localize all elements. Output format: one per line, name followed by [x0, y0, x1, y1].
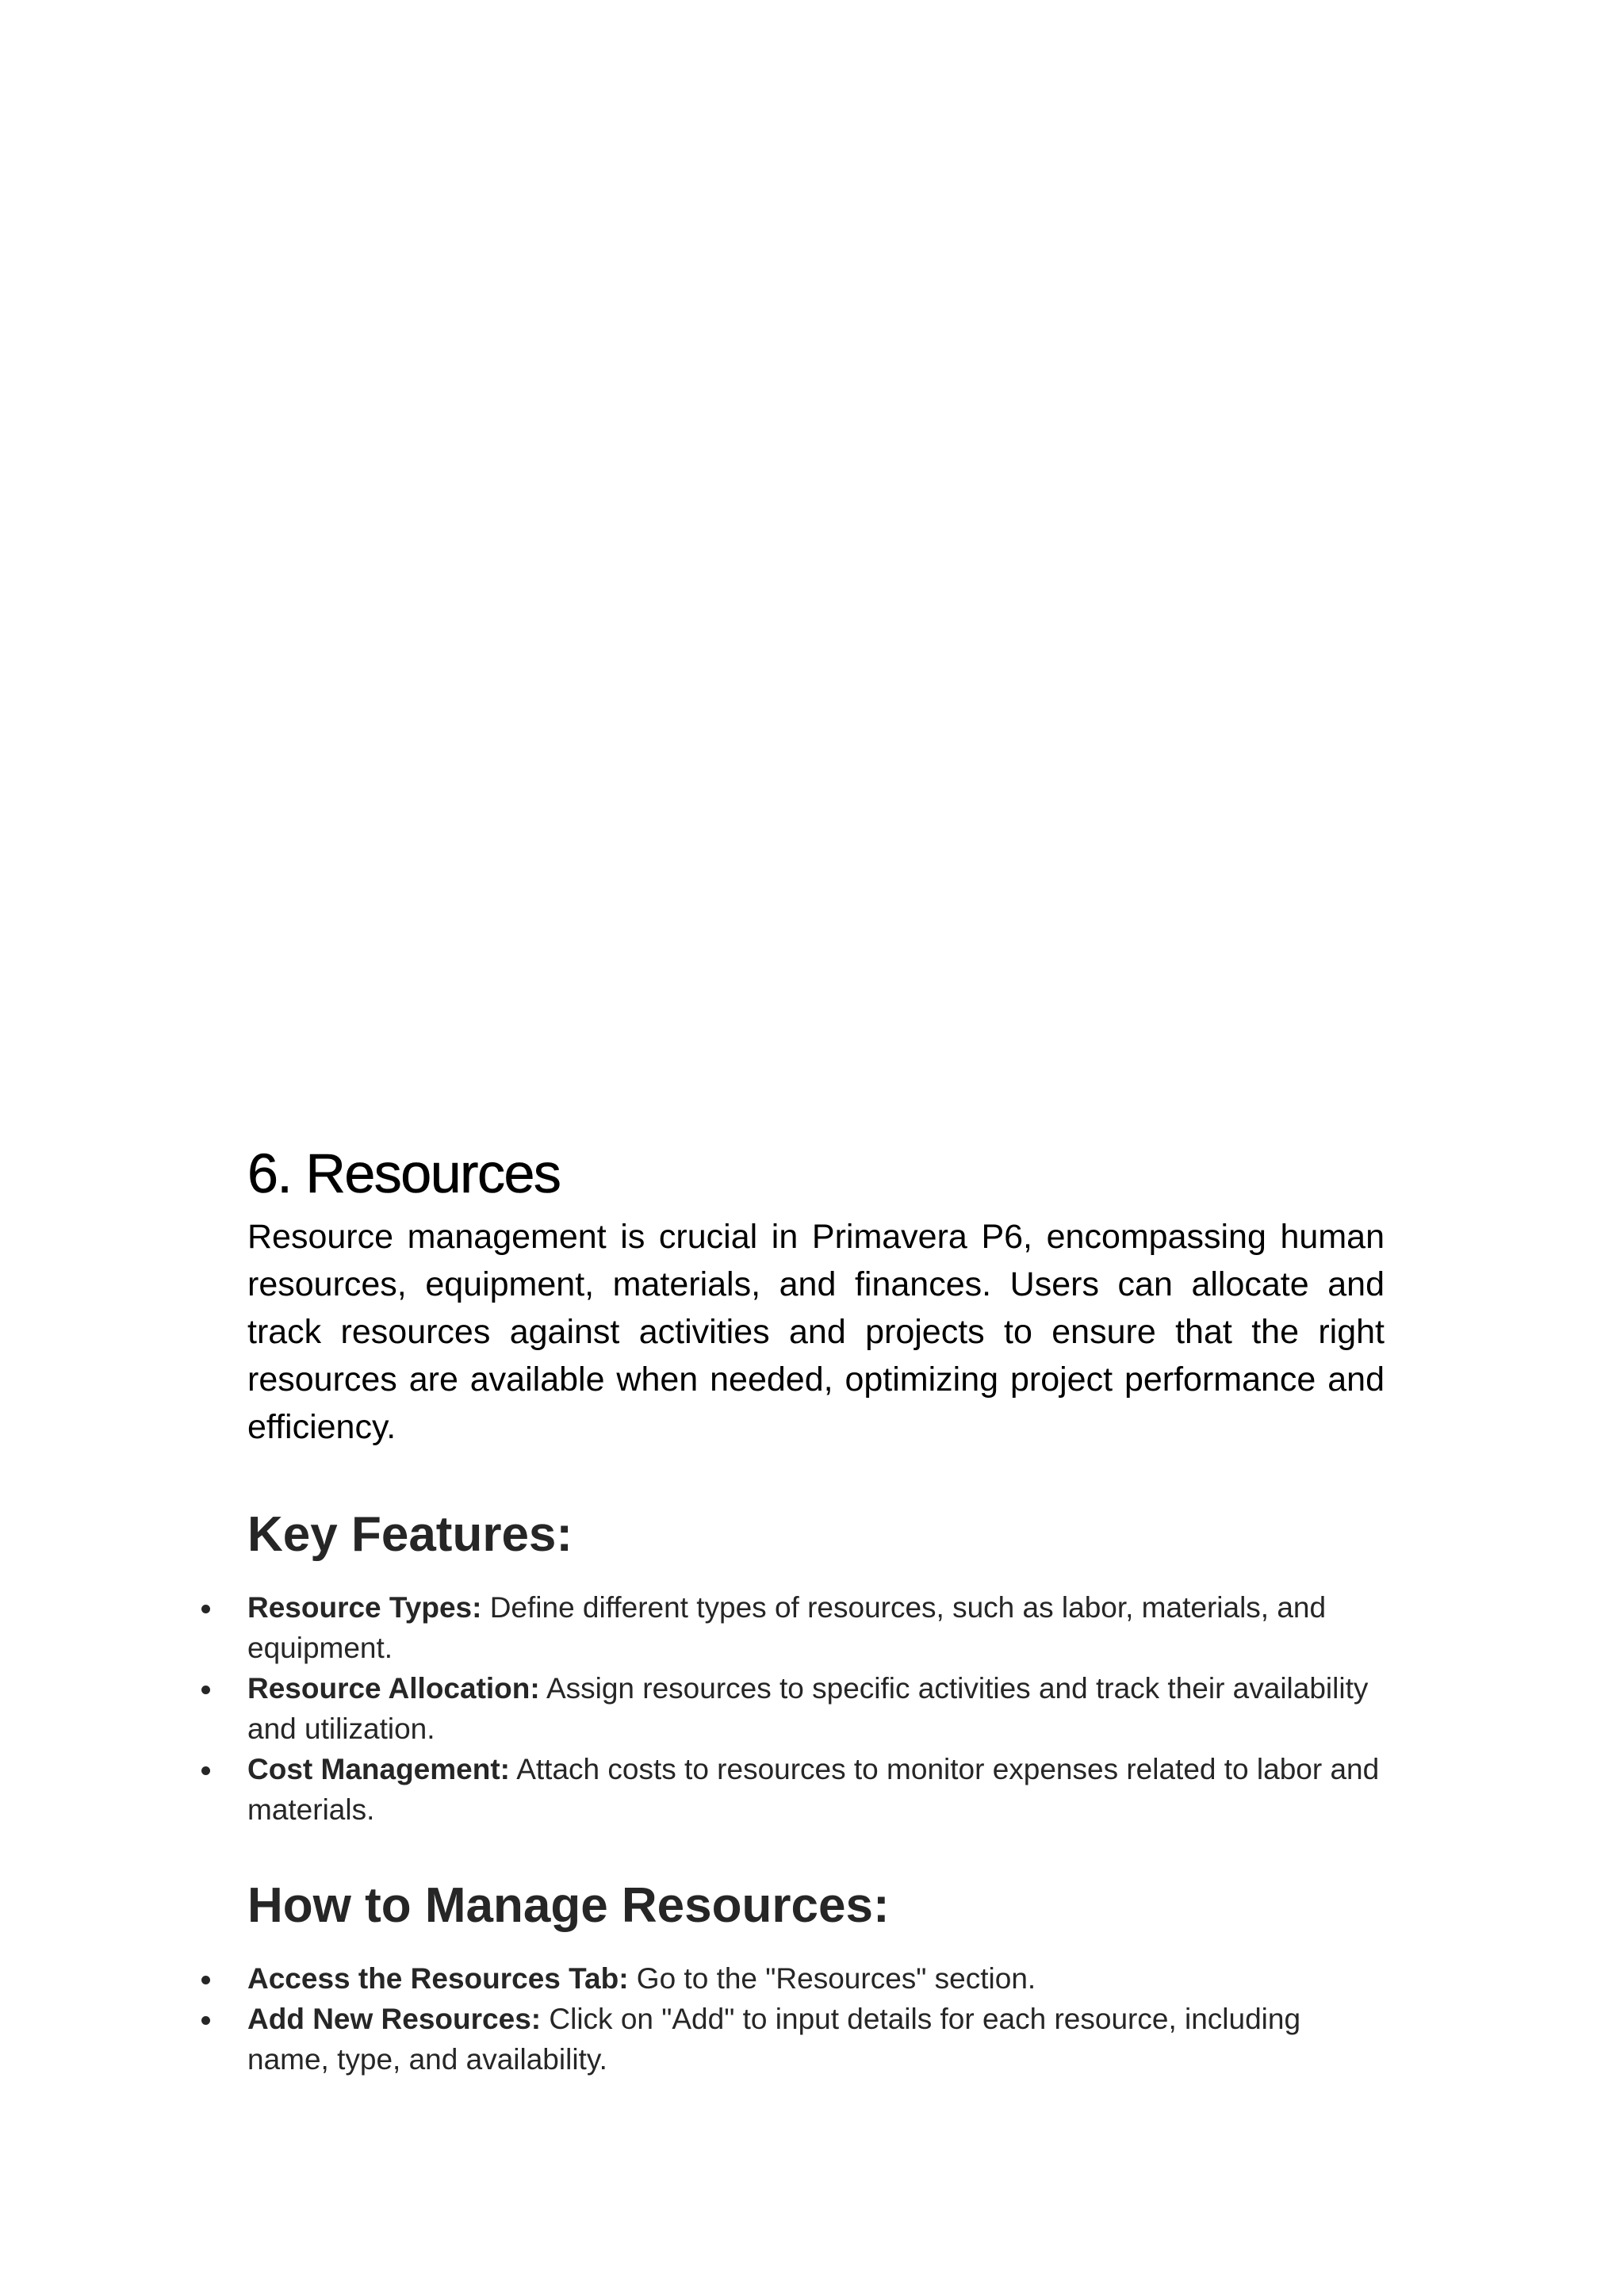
list-item-text: Define different types of resources, such as labor, materials, and equipment. [247, 1591, 1327, 1664]
key-features-heading: Key Features: [247, 1507, 573, 1562]
list-item-text: Attach costs to resources to monitor expenses related to labor and materials. [247, 1753, 1380, 1826]
bullet-icon [201, 1605, 210, 1613]
list-item-text: Go to the "Resources" section. [628, 1962, 1036, 1995]
list-item-text: Click on "Add" to input details for each resource, including name, type, and availability. [247, 2003, 1301, 2076]
list-item-term: Cost Management: [247, 1753, 510, 1785]
list-item-term: Add New Resources: [247, 2003, 542, 2035]
list-item [247, 1749, 1385, 1830]
list-item-term: Access the Resources Tab: [247, 1962, 629, 1995]
list-item [247, 1668, 1385, 1749]
list-item [247, 1587, 1385, 1668]
bullet-icon [201, 2016, 210, 2025]
section-title: 6. Resources [247, 1142, 561, 1204]
bullet-icon [201, 1976, 210, 1984]
how-to-list [247, 1958, 1385, 2080]
bullet-icon [201, 1766, 210, 1775]
list-item [247, 1999, 1385, 2080]
key-features-list [247, 1587, 1385, 1830]
list-item-term: Resource Types: [247, 1591, 482, 1624]
intro-paragraph: Resource management is crucial in Primavera P6, encompassing human resources, equipment, materials, and finances. Users can allocate and track resources against activities and projects to ensure that the right resources are available when needed, optimizing project performance and efficiency. [247, 1218, 1385, 1446]
list-item-term: Resource Allocation: [247, 1672, 540, 1705]
how-to-heading: How to Manage Resources: [247, 1878, 890, 1933]
list-item [247, 1958, 1385, 1999]
bullet-icon [201, 1686, 210, 1694]
document-content [247, 1134, 1385, 2080]
list-item-text: Assign resources to specific activities and track their availability and utilization. [247, 1672, 1369, 1745]
